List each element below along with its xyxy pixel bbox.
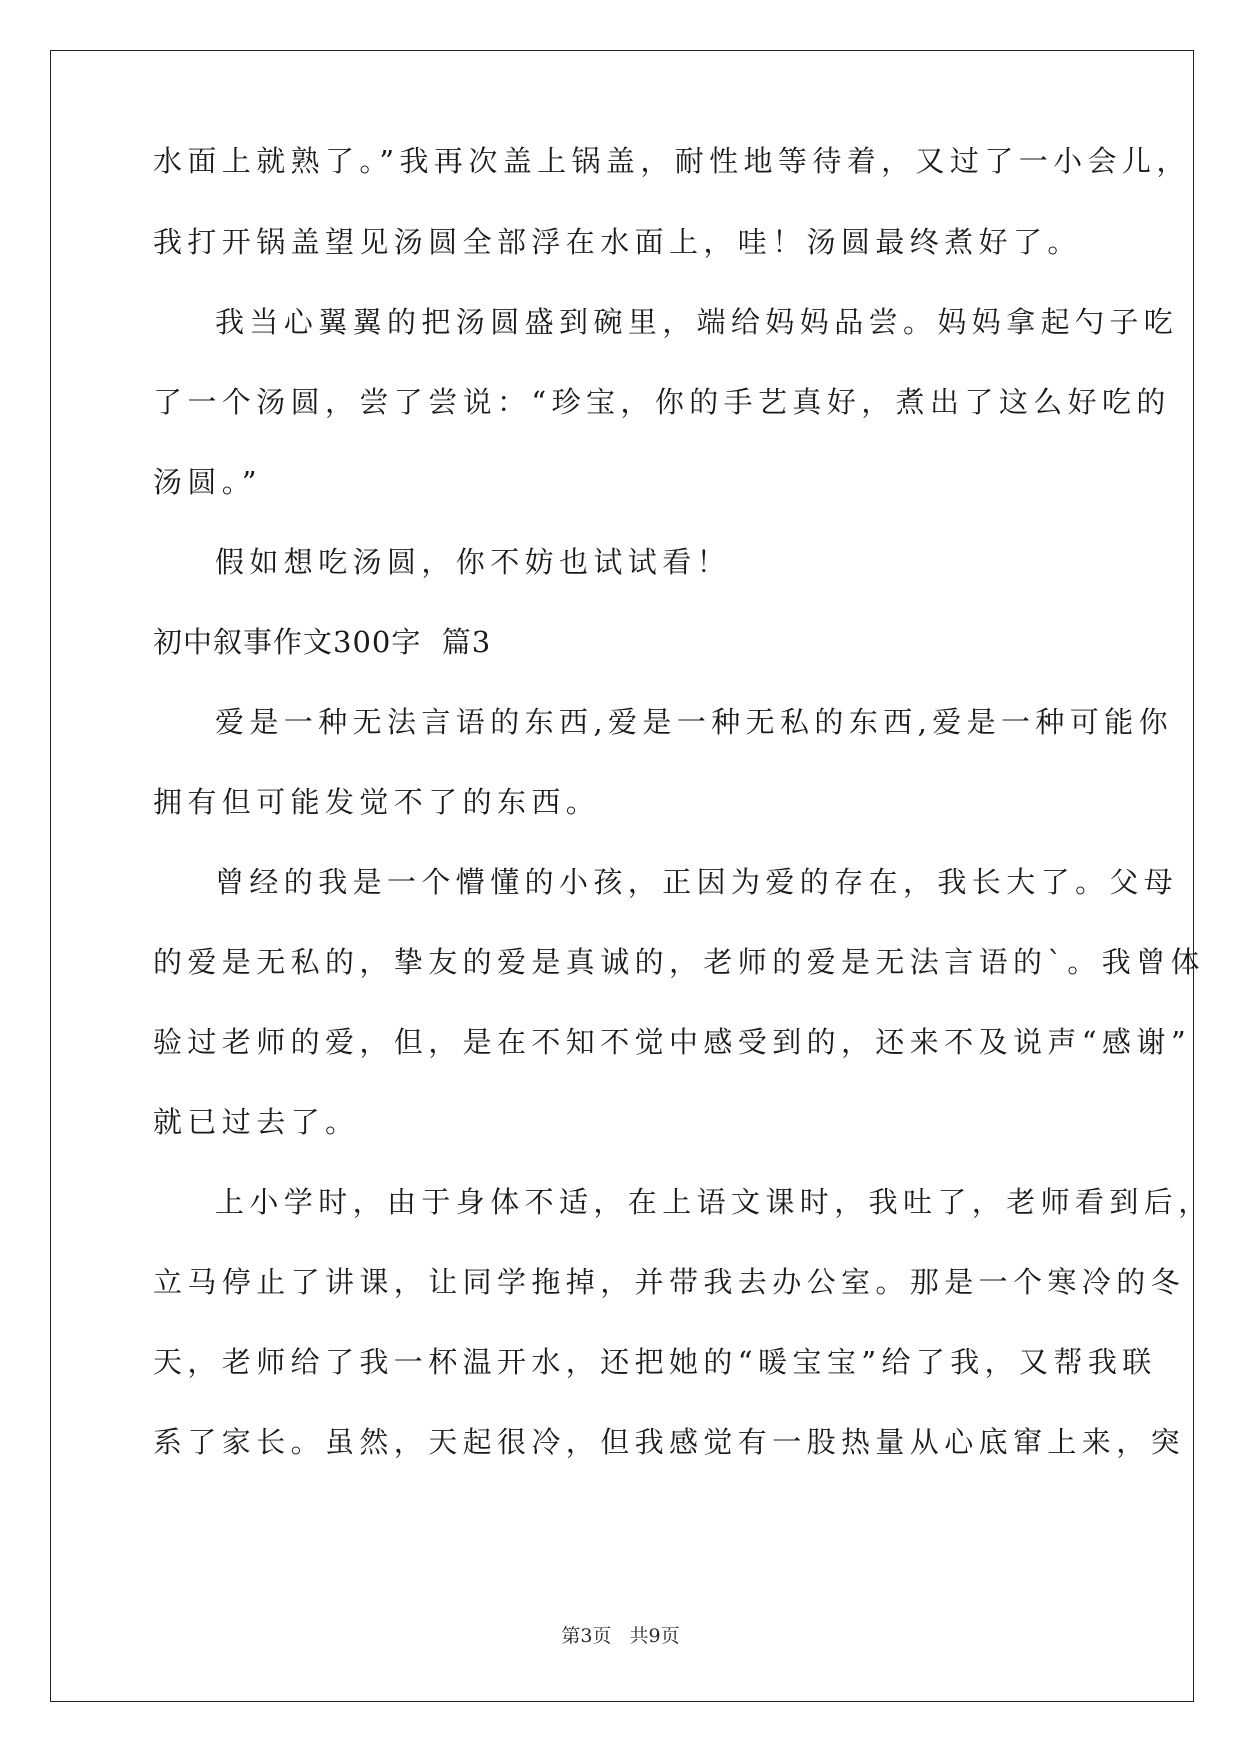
text-line-11: 的爱是无私的，挚友的爱是真诚的，老师的爱是无法言语的`。我曾体 (153, 945, 1205, 979)
text-line-2: 我打开锅盖望见汤圆全部浮在水面上，哇！汤圆最终煮好了。 (153, 225, 1082, 259)
text-line-15: 立马停止了讲课，让同学拖掉，并带我去办公室。那是一个寒冷的冬 (153, 1265, 1186, 1299)
text-line-4: 了一个汤圆，尝了尝说：“珍宝，你的手艺真好，煮出了这么好吃的 (153, 385, 1171, 419)
text-line-17: 系了家长。虽然，天起很冷，但我感觉有一股热量从心底窜上来，突 (153, 1425, 1186, 1459)
text-line-6: 假如想吃汤圆，你不妨也试试看！ (215, 545, 732, 579)
text-line-12: 验过老师的爱，但，是在不知不觉中感受到的，还来不及说声“感谢” (153, 1025, 1192, 1059)
text-line-3: 我当心翼翼的把汤圆盛到碗里，端给妈妈品尝。妈妈拿起勺子吃 (215, 305, 1179, 339)
text-line-13: 就已过去了。 (153, 1105, 360, 1139)
section-heading: 初中叙事作文300字 篇3 (153, 625, 492, 659)
text-line-8: 爱是一种无法言语的东西,爱是一种无私的东西,爱是一种可能你 (215, 705, 1174, 739)
text-line-16: 天，老师给了我一杯温开水，还把她的“暖宝宝”给了我，又帮我联 (153, 1345, 1157, 1379)
text-line-9: 拥有但可能发觉不了的东西。 (153, 785, 601, 819)
text-line-14: 上小学时，由于身体不适，在上语文课时，我吐了，老师看到后， (215, 1185, 1213, 1219)
text-line-5: 汤圆。” (153, 465, 262, 499)
text-line-10: 曾经的我是一个懵懂的小孩，正因为爱的存在，我长大了。父母 (215, 865, 1179, 899)
page-number-footer: 第3页 共9页 (561, 1625, 680, 1647)
text-line-1: 水面上就熟了。”我再次盖上锅盖，耐性地等待着，又过了一小会儿， (153, 144, 1191, 178)
